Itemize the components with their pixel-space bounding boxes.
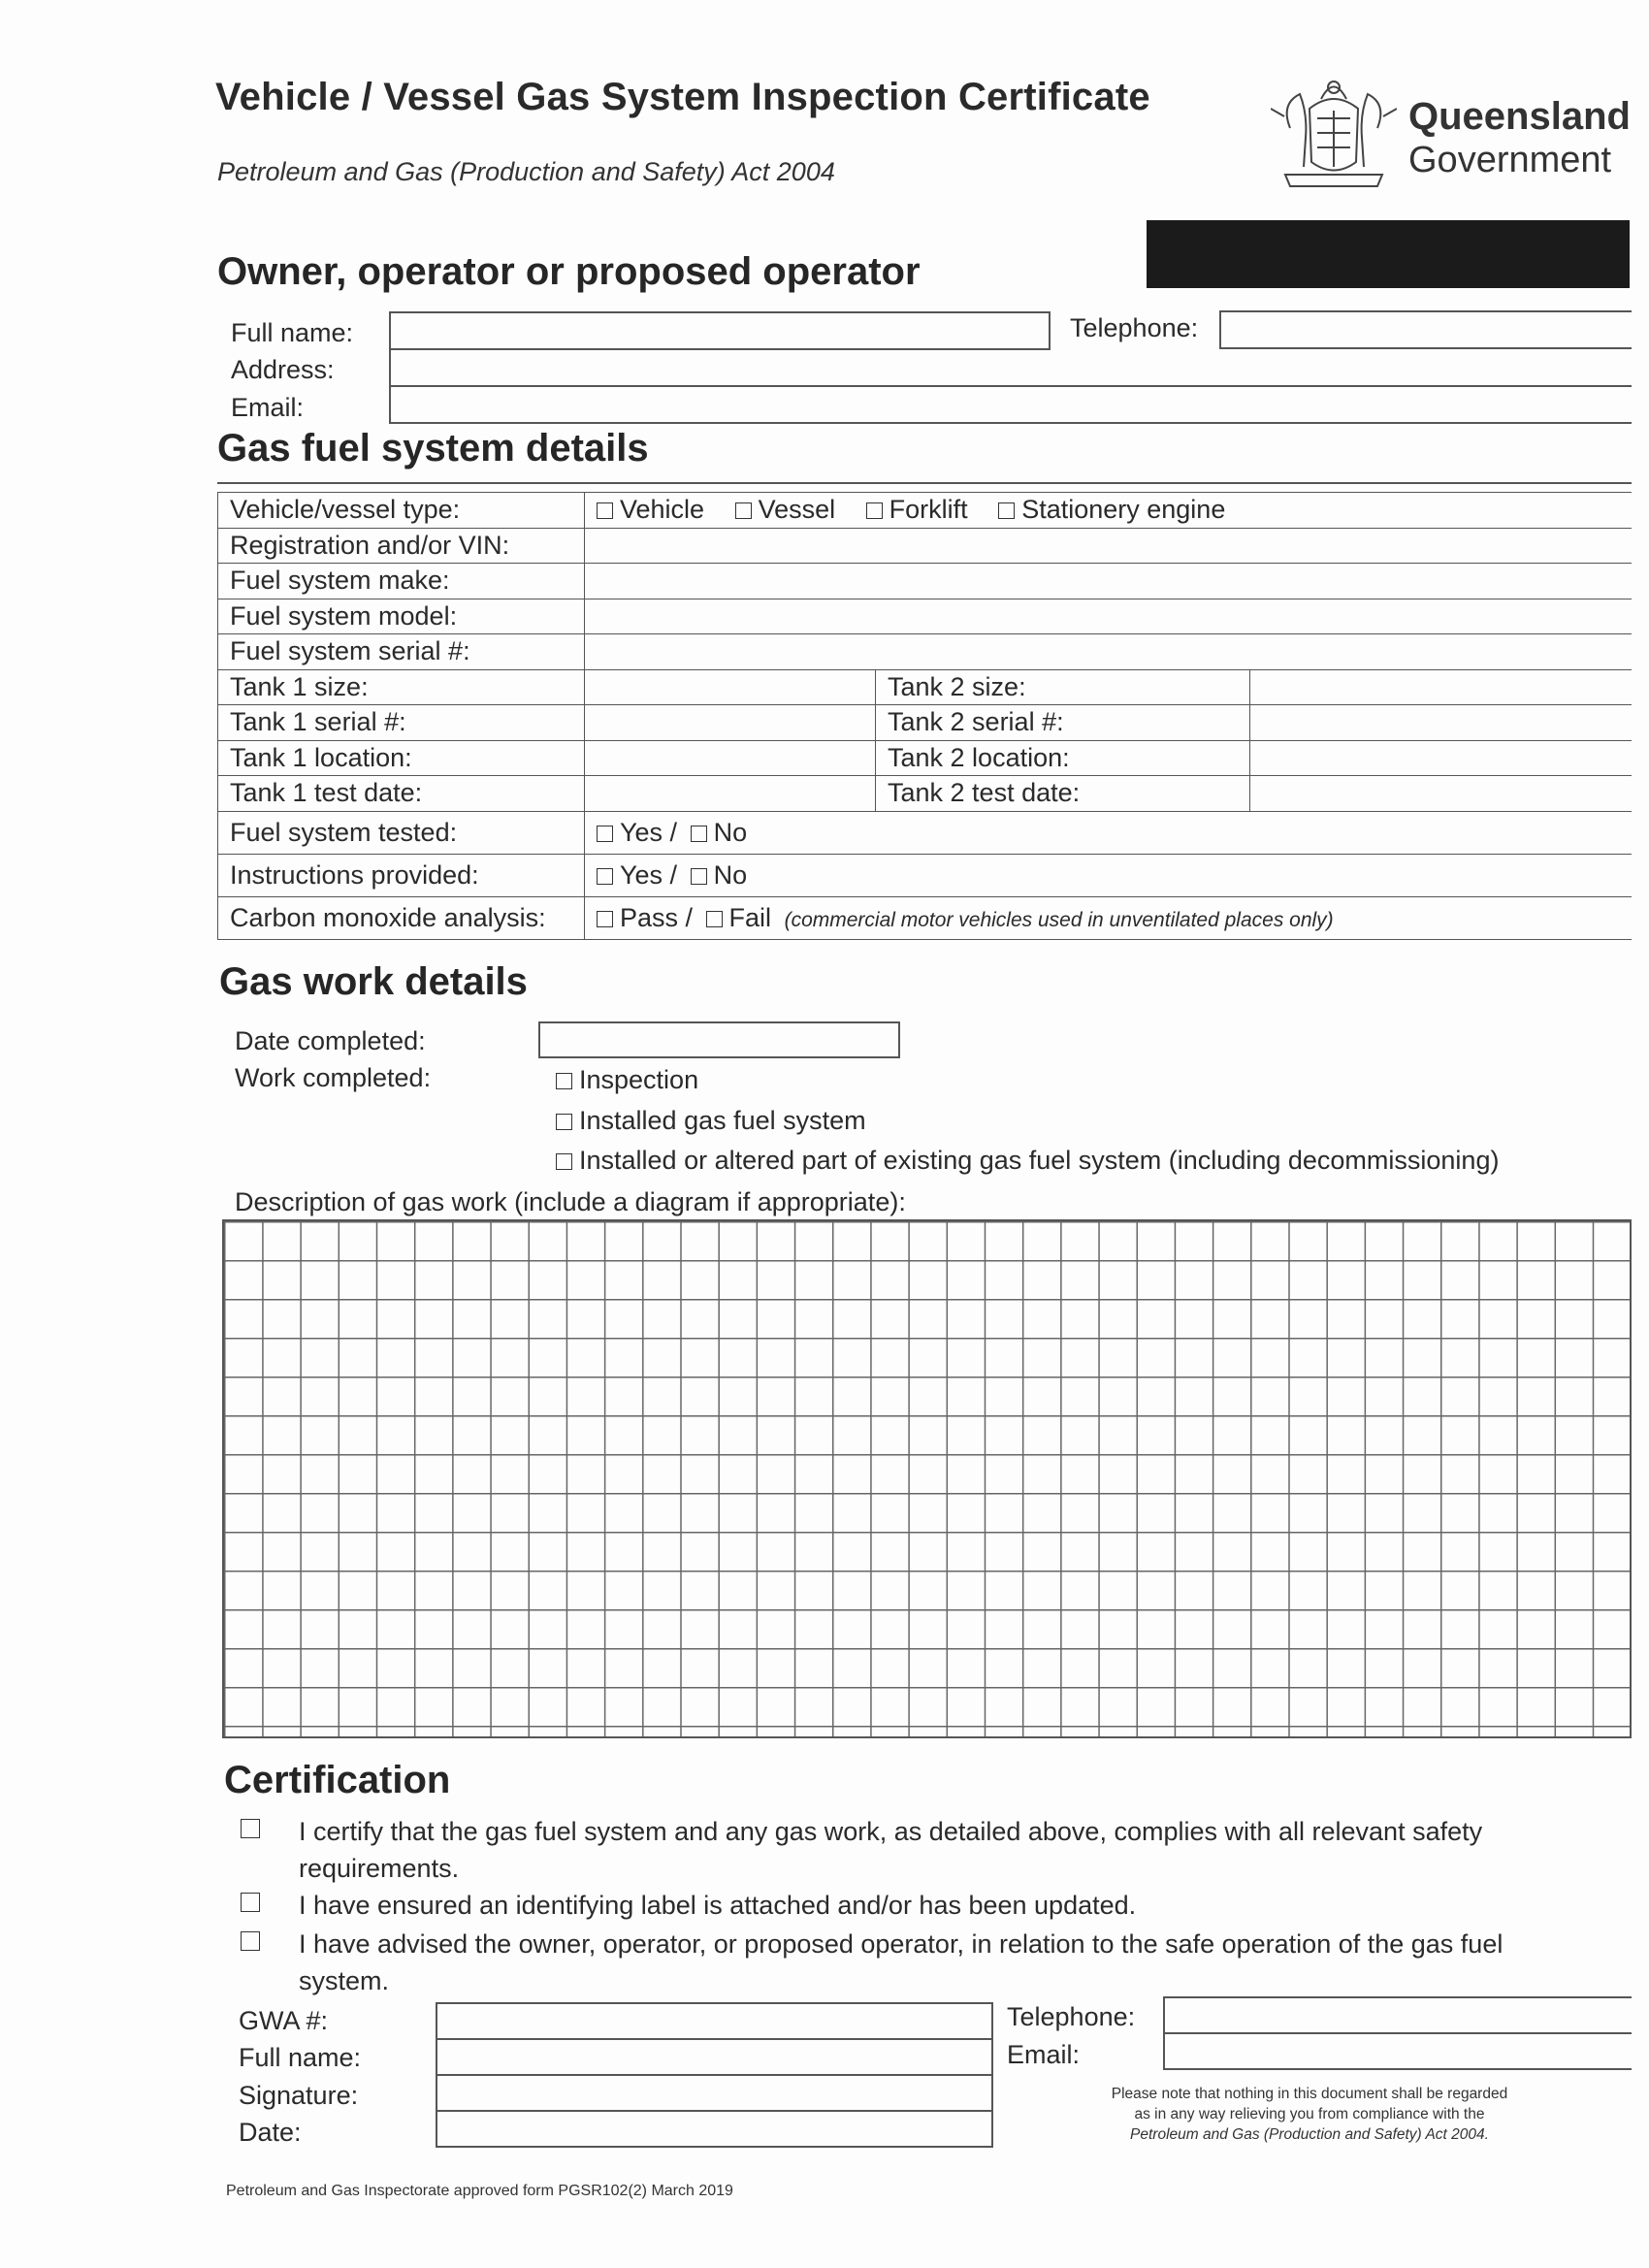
certification-heading: Certification <box>224 1759 451 1801</box>
gwa-label: GWA #: <box>239 2006 329 2035</box>
tank1-serial-label: Tank 1 serial #: <box>218 705 585 741</box>
tank2-location-label: Tank 2 location: <box>876 740 1250 776</box>
note-line-2: as in any way relieving you from compliance with the <box>1134 2106 1485 2122</box>
serial-field[interactable] <box>585 634 1633 670</box>
tank2-test-label: Tank 2 test date: <box>876 776 1250 812</box>
tank2-test-field[interactable] <box>1250 776 1633 812</box>
tank1-test-field[interactable] <box>585 776 876 812</box>
work-option-installed[interactable]: Installed gas fuel system <box>556 1106 866 1136</box>
make-label: Fuel system make: <box>218 564 585 599</box>
cert-email-field[interactable] <box>1163 2032 1632 2070</box>
type-option-vehicle[interactable]: Vehicle <box>597 495 704 524</box>
checkbox-icon[interactable] <box>597 826 613 842</box>
fail-option: Fail <box>728 902 772 932</box>
cert-date-label: Date: <box>239 2118 302 2147</box>
owner-heading: Owner, operator or proposed operator <box>217 250 921 293</box>
co-options <box>585 896 1633 939</box>
table-row <box>218 854 1633 896</box>
compliance-note <box>1077 2084 1542 2145</box>
type-label: Vehicle/vessel type: <box>218 493 585 529</box>
owner-address-field[interactable] <box>389 350 1632 387</box>
tank1-serial-field[interactable] <box>585 705 876 741</box>
fuel-system-table <box>217 492 1632 940</box>
tank2-serial-field[interactable] <box>1250 705 1633 741</box>
instructions-options <box>585 854 1633 896</box>
owner-email-field[interactable] <box>389 387 1632 424</box>
description-label: Description of gas work (include a diagram if appropriate): <box>235 1187 906 1216</box>
note-line-3: Petroleum and Gas (Production and Safety) Act 2004. <box>1130 2126 1489 2143</box>
logo-queensland: Queensland <box>1408 95 1631 138</box>
owner-telephone-field[interactable] <box>1219 310 1632 349</box>
checkbox-icon[interactable] <box>556 1114 572 1130</box>
fuel-system-heading: Gas fuel system details <box>217 427 649 470</box>
logo-government: Government <box>1408 140 1612 180</box>
owner-full-name-label: Full name: <box>231 318 354 347</box>
checkbox-icon[interactable] <box>691 868 707 885</box>
gas-work-heading: Gas work details <box>219 960 528 1003</box>
cert-email-label: Email: <box>1007 2040 1081 2069</box>
cert-telephone-label: Telephone: <box>1007 2002 1136 2031</box>
table-row <box>218 705 1633 741</box>
tank2-size-field[interactable] <box>1250 669 1633 705</box>
tank1-size-label: Tank 1 size: <box>218 669 585 705</box>
serial-label: Fuel system serial #: <box>218 634 585 670</box>
tank2-size-label: Tank 2 size: <box>876 669 1250 705</box>
table-row <box>218 776 1633 812</box>
registration-field[interactable] <box>585 528 1633 564</box>
tested-label: Fuel system tested: <box>218 811 585 854</box>
work-completed-label: Work completed: <box>235 1063 432 1092</box>
yes-option: Yes / <box>620 817 678 847</box>
work-option-inspection[interactable]: Inspection <box>556 1065 698 1095</box>
cert-date-field[interactable] <box>436 2110 993 2148</box>
tank1-test-label: Tank 1 test date: <box>218 776 585 812</box>
checkbox-icon[interactable] <box>241 1819 260 1838</box>
coat-of-arms-icon <box>1271 70 1397 194</box>
co-note: (commercial motor vehicles used in unventilated places only) <box>784 908 1334 931</box>
tank1-size-field[interactable] <box>585 669 876 705</box>
redacted-block <box>1147 220 1630 288</box>
checkbox-icon[interactable] <box>241 1931 260 1951</box>
table-row <box>218 740 1633 776</box>
date-completed-field[interactable] <box>538 1021 900 1058</box>
owner-email-label: Email: <box>231 393 305 422</box>
instructions-label: Instructions provided: <box>218 854 585 896</box>
owner-address-label: Address: <box>231 355 335 384</box>
tank1-location-label: Tank 1 location: <box>218 740 585 776</box>
table-row <box>218 811 1633 854</box>
table-row <box>218 896 1633 939</box>
checkbox-icon[interactable] <box>735 502 752 519</box>
cert-telephone-field[interactable] <box>1163 1996 1632 2034</box>
table-row <box>218 599 1633 634</box>
no-option: No <box>713 859 748 890</box>
gwa-field[interactable] <box>436 2002 993 2040</box>
signature-field[interactable] <box>436 2074 993 2112</box>
make-field[interactable] <box>585 564 1633 599</box>
checkbox-icon[interactable] <box>241 1893 260 1912</box>
cert-full-name-label: Full name: <box>239 2043 362 2072</box>
checkbox-icon[interactable] <box>691 826 707 842</box>
note-line-1: Please note that nothing in this document shall be regarded <box>1111 2086 1508 2102</box>
checkbox-icon[interactable] <box>597 868 613 885</box>
checkbox-icon[interactable] <box>998 502 1015 519</box>
section-rule <box>217 482 1632 484</box>
form-footer: Petroleum and Gas Inspectorate approved form PGSR102(2) March 2019 <box>226 2183 733 2199</box>
cert-full-name-field[interactable] <box>436 2038 993 2076</box>
model-field[interactable] <box>585 599 1633 634</box>
page-title: Vehicle / Vessel Gas System Inspection Certificate <box>215 76 1150 118</box>
table-row <box>218 669 1633 705</box>
table-row <box>218 528 1633 564</box>
no-option: No <box>713 817 748 847</box>
tank2-serial-label: Tank 2 serial #: <box>876 705 1250 741</box>
tank2-location-field[interactable] <box>1250 740 1633 776</box>
type-option-stationery-engine[interactable]: Stationery engine <box>998 495 1225 524</box>
type-options <box>585 493 1633 529</box>
checkbox-icon[interactable] <box>706 911 723 927</box>
description-grid[interactable] <box>222 1219 1632 1738</box>
table-row <box>218 564 1633 599</box>
checkbox-icon[interactable] <box>556 1073 572 1089</box>
table-row <box>218 634 1633 670</box>
table-row <box>218 493 1633 529</box>
tested-options <box>585 811 1633 854</box>
queensland-government-logo <box>1271 70 1639 196</box>
date-completed-label: Date completed: <box>235 1026 426 1055</box>
yes-option: Yes / <box>620 859 678 890</box>
checkbox-icon[interactable] <box>597 911 613 927</box>
registration-label: Registration and/or VIN: <box>218 528 585 564</box>
owner-telephone-label: Telephone: <box>1070 313 1199 342</box>
co-label: Carbon monoxide analysis: <box>218 896 585 939</box>
checkbox-icon[interactable] <box>556 1153 572 1170</box>
tank1-location-field[interactable] <box>585 740 876 776</box>
pass-option: Pass / <box>620 902 694 932</box>
signature-label: Signature: <box>239 2081 359 2110</box>
type-option-vessel[interactable]: Vessel <box>735 495 836 524</box>
checkbox-icon[interactable] <box>597 502 613 519</box>
work-option-altered[interactable]: Installed or altered part of existing gas fuel system (including decommissioning) <box>556 1146 1499 1176</box>
model-label: Fuel system model: <box>218 599 585 634</box>
act-subtitle: Petroleum and Gas (Production and Safety) Act 2004 <box>217 157 835 186</box>
owner-full-name-field[interactable] <box>389 311 1051 350</box>
type-option-forklift[interactable]: Forklift <box>866 495 968 524</box>
checkbox-icon[interactable] <box>866 502 883 519</box>
